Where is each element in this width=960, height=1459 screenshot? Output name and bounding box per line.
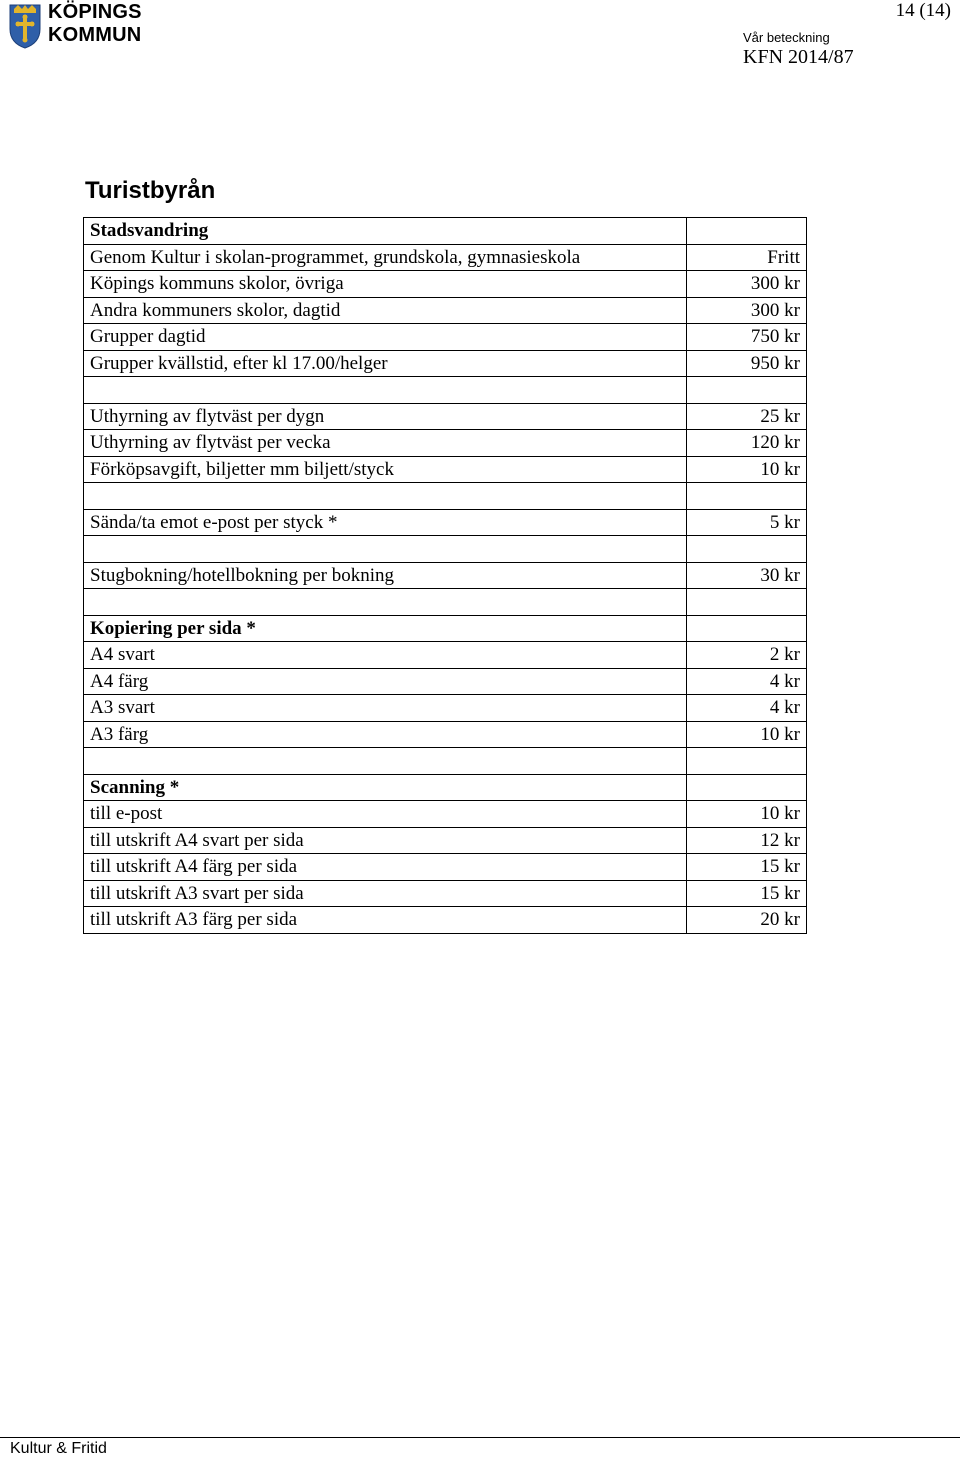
table-row	[84, 589, 807, 616]
table-row	[84, 854, 807, 881]
row-price	[687, 483, 807, 510]
row-label	[84, 748, 687, 775]
table-row	[84, 562, 807, 589]
municipal-coat-of-arms-icon	[9, 3, 41, 49]
table-row	[84, 324, 807, 351]
table-row	[84, 509, 807, 536]
row-label: Köpings kommuns skolor, övriga	[84, 271, 687, 298]
row-price: 25 kr	[687, 403, 807, 430]
row-label: till utskrift A3 färg per sida	[84, 907, 687, 934]
row-label: Stadsvandring	[84, 218, 687, 245]
row-price: 750 kr	[687, 324, 807, 351]
row-label: till e-post	[84, 801, 687, 828]
table-row	[84, 403, 807, 430]
row-label: Uthyrning av flytväst per vecka	[84, 430, 687, 457]
row-price: 30 kr	[687, 562, 807, 589]
table-row	[84, 748, 807, 775]
row-label	[84, 483, 687, 510]
row-label: till utskrift A4 färg per sida	[84, 854, 687, 881]
row-price: 950 kr	[687, 350, 807, 377]
table-row	[84, 456, 807, 483]
row-label	[84, 536, 687, 563]
org-name: KÖPINGS KOMMUN	[48, 1, 142, 46]
table-row	[84, 483, 807, 510]
row-label: Uthyrning av flytväst per dygn	[84, 403, 687, 430]
row-label: Förköpsavgift, biljetter mm biljett/styck	[84, 456, 687, 483]
row-price: 15 kr	[687, 854, 807, 881]
price-table	[83, 217, 807, 934]
row-price	[687, 377, 807, 404]
table-row	[84, 297, 807, 324]
row-label: Genom Kultur i skolan-programmet, grundskola, gymnasieskola	[84, 244, 687, 271]
table-row	[84, 801, 807, 828]
table-row	[84, 244, 807, 271]
row-price: 15 kr	[687, 880, 807, 907]
table-row	[84, 350, 807, 377]
row-price: 2 kr	[687, 642, 807, 669]
table-row	[84, 218, 807, 245]
footer-divider	[0, 1437, 960, 1438]
row-price: 10 kr	[687, 801, 807, 828]
row-label: till utskrift A4 svart per sida	[84, 827, 687, 854]
row-price	[687, 748, 807, 775]
row-price	[687, 615, 807, 642]
row-label: Andra kommuners skolor, dagtid	[84, 297, 687, 324]
row-label	[84, 589, 687, 616]
row-price	[687, 774, 807, 801]
row-label: A4 svart	[84, 642, 687, 669]
row-label: A3 färg	[84, 721, 687, 748]
row-label: Kopiering per sida *	[84, 615, 687, 642]
table-row	[84, 827, 807, 854]
table-row	[84, 642, 807, 669]
row-label: Stugbokning/hotellbokning per bokning	[84, 562, 687, 589]
table-row	[84, 615, 807, 642]
row-price: 300 kr	[687, 271, 807, 298]
row-price: 20 kr	[687, 907, 807, 934]
reference-label: Vår beteckning	[743, 30, 830, 45]
row-price: 12 kr	[687, 827, 807, 854]
row-price: 300 kr	[687, 297, 807, 324]
row-price	[687, 536, 807, 563]
row-price: 4 kr	[687, 668, 807, 695]
table-row	[84, 430, 807, 457]
row-label: Grupper dagtid	[84, 324, 687, 351]
reference-value: KFN 2014/87	[743, 46, 854, 68]
row-label: Sända/ta emot e-post per styck *	[84, 509, 687, 536]
municipality-logo	[9, 2, 239, 50]
table-row	[84, 536, 807, 563]
table-row	[84, 880, 807, 907]
row-price: 5 kr	[687, 509, 807, 536]
row-label: A4 färg	[84, 668, 687, 695]
row-label: till utskrift A3 svart per sida	[84, 880, 687, 907]
row-label	[84, 377, 687, 404]
row-price: 10 kr	[687, 456, 807, 483]
price-table-body	[84, 218, 807, 934]
footer-department: Kultur & Fritid	[10, 1440, 107, 1457]
row-label: Scanning *	[84, 774, 687, 801]
table-row	[84, 695, 807, 722]
table-row	[84, 774, 807, 801]
row-price	[687, 218, 807, 245]
table-row	[84, 907, 807, 934]
row-label: Grupper kvällstid, efter kl 17.00/helger	[84, 350, 687, 377]
reference-block	[743, 30, 854, 69]
page-number: 14 (14)	[895, 0, 951, 21]
row-price: 4 kr	[687, 695, 807, 722]
row-price: 10 kr	[687, 721, 807, 748]
row-label: A3 svart	[84, 695, 687, 722]
table-row	[84, 377, 807, 404]
table-row	[84, 271, 807, 298]
section-title: Turistbyrån	[85, 177, 216, 204]
row-price: 120 kr	[687, 430, 807, 457]
row-price	[687, 589, 807, 616]
row-price: Fritt	[687, 244, 807, 271]
table-row	[84, 721, 807, 748]
table-row	[84, 668, 807, 695]
